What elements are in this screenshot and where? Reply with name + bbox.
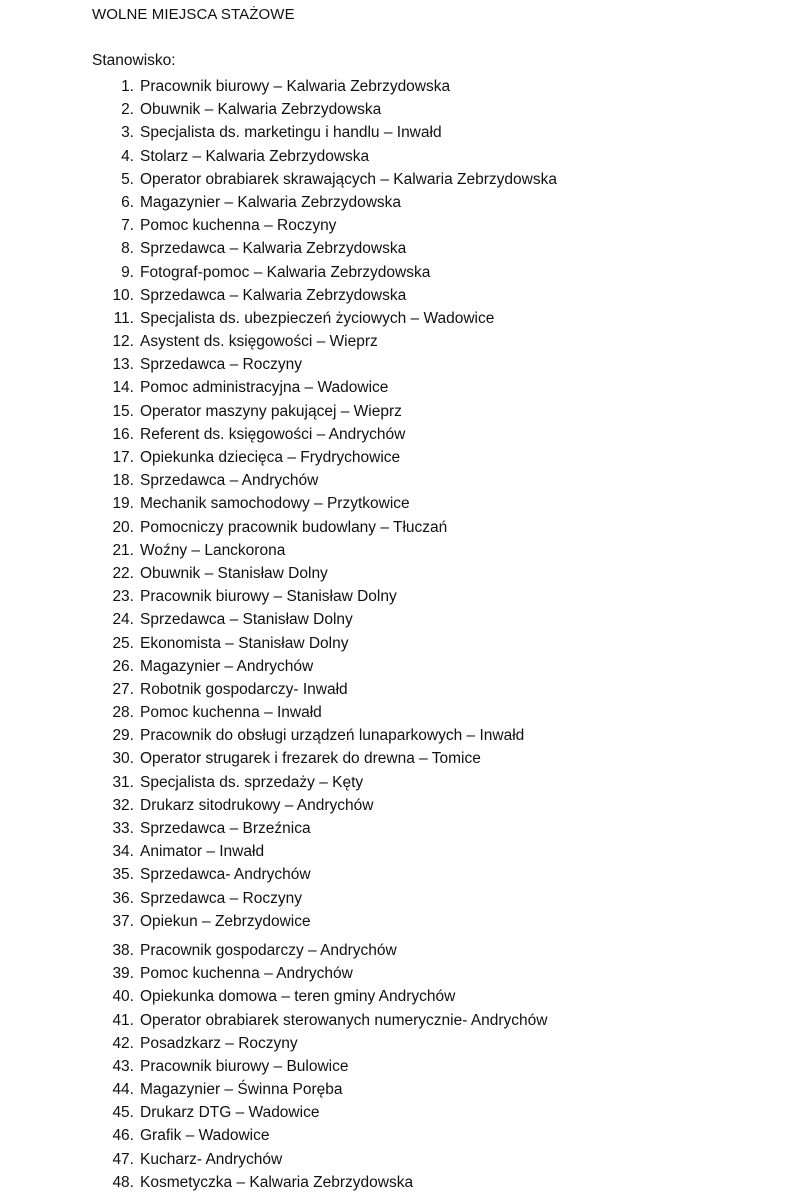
list-item: [0, 608, 557, 631]
list-item-text: Sprzedawca – Roczyny: [140, 356, 302, 374]
list-item-number: 25.: [112, 634, 134, 652]
list-item-number: 48.: [112, 1173, 134, 1191]
list-item-number: 18.: [112, 472, 134, 490]
list-item-text: Obuwnik – Kalwaria Zebrzydowska: [140, 101, 382, 119]
list-item-number: 4.: [121, 147, 134, 165]
list-item-number: 46.: [112, 1127, 134, 1145]
list-item: [0, 724, 557, 747]
list-item: [0, 1032, 557, 1055]
list-item-number: 5.: [121, 170, 134, 188]
list-item: [0, 469, 557, 492]
list-item-text: Drukarz DTG – Wadowice: [140, 1104, 320, 1122]
list-item-number: 47.: [112, 1150, 134, 1168]
list-item-number: 24.: [112, 611, 134, 629]
list-item-number: 19.: [112, 495, 134, 513]
list-item-number: 20.: [112, 518, 134, 536]
list-item-text: Sprzedawca – Stanisław Dolny: [140, 611, 353, 629]
list-item-number: 1.: [121, 78, 134, 95]
list-item-number: 23.: [112, 588, 134, 606]
list-item-number: 42.: [112, 1034, 134, 1052]
list-item: [0, 423, 557, 446]
list-item-number: 3.: [121, 124, 134, 142]
list-item: [0, 585, 557, 608]
list-item-text: Referent ds. księgowości – Andrychów: [140, 425, 406, 443]
list-item: [0, 817, 557, 840]
list-item-text: Pracownik gospodarczy – Andrychów: [140, 941, 397, 959]
list-item: [0, 939, 557, 962]
list-item: [0, 887, 557, 910]
list-item: [0, 214, 557, 237]
list-item: [0, 261, 557, 284]
list-item: [0, 75, 557, 98]
list-item-number: 12.: [112, 333, 134, 351]
list-item: [0, 771, 557, 794]
list-item: [0, 794, 557, 817]
list-item-number: 22.: [112, 564, 134, 582]
list-item-text: Pomoc kuchenna – Roczyny: [140, 217, 337, 235]
list-item-text: Pomocniczy pracownik budowlany – Tłuczań: [140, 518, 448, 536]
list-item: [0, 985, 557, 1008]
list-item: [0, 492, 557, 515]
list-item: [0, 284, 557, 307]
list-item-number: 14.: [112, 379, 134, 397]
list-item: [0, 701, 557, 724]
list-item: [0, 376, 557, 399]
list-item: [0, 910, 557, 933]
list-item: [0, 1078, 557, 1101]
list-item-text: Magazynier – Świnna Poręba: [140, 1081, 343, 1099]
list-item-number: 2.: [121, 101, 134, 119]
list-item: [0, 145, 557, 168]
list-item-text: Sprzedawca – Brzeźnica: [140, 820, 311, 837]
list-item-text: Operator maszyny pakującej – Wieprz: [140, 402, 402, 420]
list-item: [0, 1055, 557, 1078]
internship-list: [0, 75, 557, 1194]
list-item-text: Obuwnik – Stanisław Dolny: [140, 564, 328, 582]
list-item-text: Sprzedawca – Kalwaria Zebrzydowska: [140, 240, 407, 258]
list-item-text: Pomoc kuchenna – Andrychów: [140, 965, 353, 983]
list-item: [0, 863, 557, 886]
list-item: [0, 562, 557, 585]
document-title: WOLNE MIEJSCA STAŻOWE: [92, 6, 295, 23]
list-item-number: 17.: [112, 449, 134, 466]
list-item: [0, 446, 557, 469]
list-item-number: 43.: [112, 1057, 134, 1075]
list-item-number: 30.: [112, 750, 134, 768]
list-item-number: 32.: [112, 796, 134, 814]
list-item-number: 39.: [112, 965, 134, 983]
list-item-number: 11.: [113, 309, 134, 327]
list-item-number: 44.: [112, 1081, 134, 1099]
list-item-number: 37.: [112, 912, 134, 930]
list-item-text: Operator obrabiarek sterowanych numerycznie- Andrychów: [140, 1011, 548, 1029]
list-item: [0, 539, 557, 562]
list-item-text: Mechanik samochodowy – Przytkowice: [140, 495, 410, 513]
list-item-number: 15.: [112, 402, 134, 420]
list-item: [0, 121, 557, 144]
list-item-number: 35.: [112, 866, 134, 884]
list-item-text: Sprzedawca – Roczyny: [140, 889, 302, 907]
list-item-text: Woźny – Lanckorona: [140, 541, 286, 559]
list-item-text: Opiekun – Zebrzydowice: [140, 912, 311, 930]
list-item: [0, 655, 557, 678]
list-item-text: Operator strugarek i frezarek do drewna – Tomice: [140, 750, 481, 768]
list-item: [0, 307, 557, 330]
list-item-number: 8.: [121, 240, 134, 258]
list-item: [0, 962, 557, 985]
list-item: [0, 353, 557, 376]
list-item: [0, 1009, 557, 1032]
list-item-number: 45.: [112, 1104, 134, 1122]
list-item-number: 38.: [112, 941, 134, 959]
list-item-text: Pracownik do obsługi urządzeń lunaparkowych – Inwałd: [140, 727, 525, 745]
list-item-number: 10.: [112, 286, 134, 304]
list-item-text: Specjalista ds. marketingu i handlu – Inwałd: [140, 124, 442, 142]
list-item: [0, 1171, 557, 1194]
list-item: [0, 747, 557, 770]
list-item-text: Magazynier – Kalwaria Zebrzydowska: [140, 193, 402, 211]
list-item-text: Opiekunka domowa – teren gminy Andrychów: [140, 988, 456, 1006]
list-item-text: Robotnik gospodarczy- Inwałd: [140, 680, 348, 698]
list-item-number: 34.: [112, 843, 134, 861]
list-item-number: 40.: [112, 988, 134, 1006]
list-item-number: 7.: [121, 217, 134, 235]
list-item-text: Fotograf-pomoc – Kalwaria Zebrzydowska: [140, 263, 431, 281]
list-item: [0, 98, 557, 121]
list-item-text: Pracownik biurowy – Kalwaria Zebrzydowska: [140, 78, 451, 95]
list-item: [0, 678, 557, 701]
list-item-text: Pomoc kuchenna – Inwałd: [140, 704, 322, 722]
list-item-text: Drukarz sitodrukowy – Andrychów: [140, 796, 374, 814]
list-item-text: Operator obrabiarek skrawających – Kalwaria Zebrzydowska: [140, 170, 557, 188]
list-item-number: 31.: [112, 773, 134, 791]
list-item-number: 28.: [112, 704, 134, 722]
list-item-text: Asystent ds. księgowości – Wieprz: [140, 333, 378, 351]
list-item: [0, 1101, 557, 1124]
list-item-number: 13.: [112, 356, 134, 374]
list-item-text: Pracownik biurowy – Bulowice: [140, 1057, 349, 1075]
list-item-number: 9.: [121, 263, 134, 281]
list-item-number: 29.: [112, 727, 134, 745]
list-item-text: Pracownik biurowy – Stanisław Dolny: [140, 588, 397, 606]
list-item: [0, 168, 557, 191]
list-item: [0, 632, 557, 655]
list-item-number: 16.: [112, 425, 134, 443]
list-item-number: 41.: [112, 1011, 134, 1029]
list-item-text: Stolarz – Kalwaria Zebrzydowska: [140, 147, 370, 165]
list-item-text: Sprzedawca – Andrychów: [140, 472, 319, 490]
list-item-number: 33.: [112, 820, 134, 837]
list-item-number: 26.: [112, 657, 134, 675]
list-item-text: Grafik – Wadowice: [140, 1127, 270, 1145]
list-item: [0, 516, 557, 539]
list-item-text: Ekonomista – Stanisław Dolny: [140, 634, 349, 652]
list-item: [0, 1148, 557, 1171]
list-item-text: Sprzedawca – Kalwaria Zebrzydowska: [140, 286, 407, 304]
list-item-text: Sprzedawca- Andrychów: [140, 866, 311, 884]
list-item-number: 27.: [112, 680, 134, 698]
list-item-number: 21.: [112, 541, 134, 559]
list-item-number: 36.: [112, 889, 134, 907]
list-item: [0, 400, 557, 423]
list-item-number: 6.: [121, 193, 134, 211]
list-item-text: Kucharz- Andrychów: [140, 1150, 283, 1168]
list-item: [0, 191, 557, 214]
list-item-text: Kosmetyczka – Kalwaria Zebrzydowska: [140, 1173, 414, 1191]
list-item: [0, 237, 557, 260]
list-item: [0, 1124, 557, 1147]
list-item-text: Specjalista ds. ubezpieczeń życiowych – Wadowice: [140, 309, 495, 327]
list-item-text: Pomoc administracyjna – Wadowice: [140, 379, 389, 397]
list-item-text: Animator – Inwałd: [140, 843, 265, 861]
list-item-text: Posadzkarz – Roczyny: [140, 1034, 298, 1052]
list-item-text: Specjalista ds. sprzedaży – Kęty: [140, 773, 364, 791]
list-item-text: Opiekunka dziecięca – Frydrychowice: [140, 449, 401, 466]
list-item: [0, 330, 557, 353]
section-label: Stanowisko:: [92, 52, 176, 69]
list-item-text: Magazynier – Andrychów: [140, 657, 314, 675]
list-item: [0, 840, 557, 863]
